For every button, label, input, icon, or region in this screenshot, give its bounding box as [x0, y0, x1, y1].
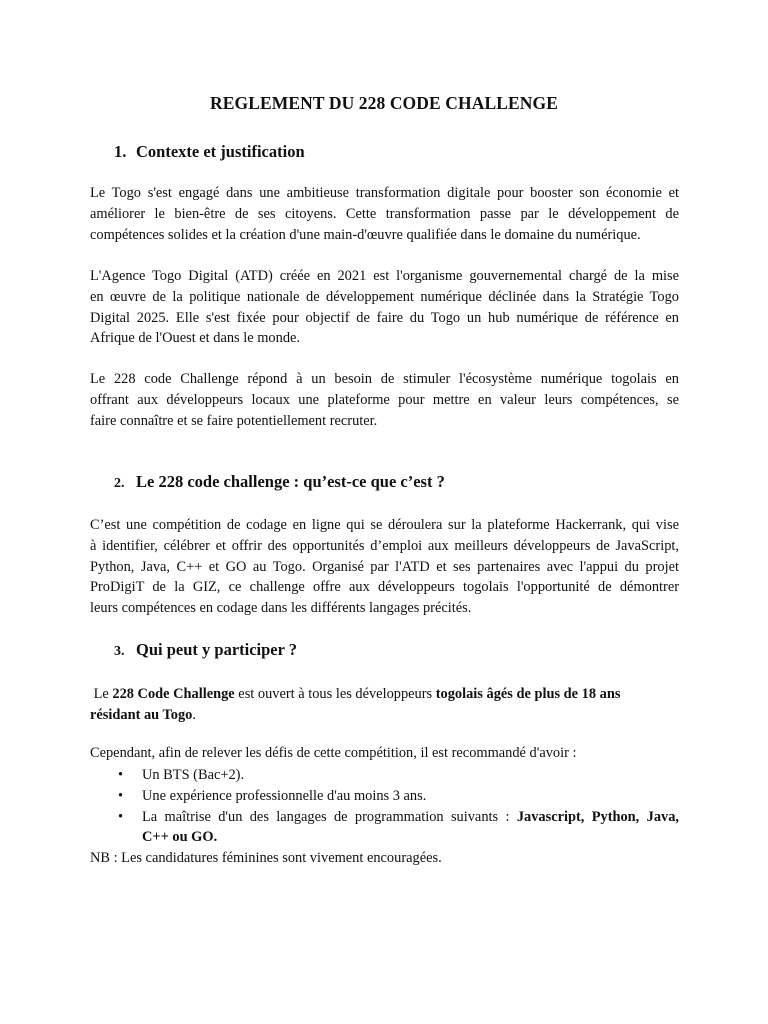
list-item — [90, 765, 679, 786]
bold-run: C++ ou GO. — [142, 829, 218, 846]
text-line: compétences solides et la création d'une main-d'œuvre qualifiée dans le domaine du numérique. — [90, 226, 641, 243]
text-line: C’est une compétition de codage en ligne qui se déroulera sur la plateforme Hackerrank, qui vise — [90, 517, 679, 533]
paragraph-eligibility — [90, 684, 679, 726]
text-run: . — [192, 706, 196, 723]
text-line: en œuvre de la politique nationale de développement numérique déclinée dans la Stratégie Togo — [90, 288, 679, 305]
text-line — [90, 684, 679, 705]
text-line: Cependant, afin de relever les défis de cette compétition, il est recommandé d'avoir : — [90, 745, 577, 761]
paragraph-what-is-it — [90, 515, 679, 619]
text-line: Le Togo s'est engagé dans une ambitieuse transformation digitale pour booster son économie et — [90, 185, 679, 201]
paragraph-challenge — [90, 369, 679, 431]
document-title: REGLEMENT DU 228 CODE CHALLENGE — [210, 93, 558, 113]
section-number: 3. — [114, 644, 125, 659]
text-run: est ouvert à tous les développeurs — [234, 686, 436, 702]
text-line: offrant aux développeurs locaux une plateforme pour mettre en valeur leurs compétences, se — [90, 391, 679, 408]
text-line: Afrique de l'Ouest et dans le monde. — [90, 330, 300, 347]
section-3-heading — [114, 640, 297, 660]
list-item-text: Un BTS (Bac+2). — [142, 767, 245, 783]
bullet-icon: • — [118, 808, 124, 825]
text-line: L'Agence Togo Digital (ATD) créée en 2021 est l'organisme gouvernemental chargé de la mise — [90, 268, 679, 284]
paragraph-recommend-intro — [90, 743, 679, 764]
bold-run: 228 Code Challenge — [112, 686, 235, 702]
section-2-heading — [114, 472, 445, 492]
text-line: à identifier, célébrer et offrir des opportunités d’emploi aux meilleurs développeurs de JavaScript, — [90, 537, 679, 554]
section-1-heading — [114, 142, 305, 162]
bullet-icon: • — [118, 767, 124, 783]
text-line: leurs compétences en codage dans les différents langages précités. — [90, 600, 472, 617]
text-line: faire connaître et se faire potentiellement recruter. — [90, 412, 378, 429]
bold-run: Javascript, Python, Java, — [516, 808, 680, 825]
paragraph-atd — [90, 266, 679, 349]
section-title: Le 228 code challenge : qu’est-ce que c’est ? — [136, 472, 445, 491]
list-item-text: Une expérience professionnelle d'au moins 3 ans. — [142, 787, 427, 804]
list-item — [90, 786, 679, 807]
paragraph-context — [90, 183, 679, 245]
text-line: Python, Java, C++ et GO au Togo. Organisé par l'ATD et ses partenaires avec l'appui du projet — [90, 558, 679, 575]
nb-note: NB : Les candidatures féminines sont vivement encouragées. — [90, 850, 442, 866]
bold-run: résidant au Togo — [90, 706, 193, 723]
text-line: Digital 2025. Elle s'est fixée pour objectif de faire du Togo un hub numérique de référence en — [90, 309, 679, 326]
text-line — [142, 807, 679, 828]
section-number: 2. — [114, 476, 125, 491]
list-item — [90, 807, 679, 849]
text-line: Le 228 code Challenge répond à un besoin de stimuler l'écosystème numérique togolais en — [90, 371, 679, 387]
text-line: améliorer le bien-être de ses citoyens. Cette transformation passe par le développement de — [90, 205, 679, 222]
section-number: 1. — [114, 142, 127, 161]
text-line — [90, 705, 679, 726]
bold-run: togolais âgés de plus de 18 ans — [435, 686, 621, 702]
text-line: ProDigiT de la GIZ, ce challenge offre aux développeurs togolais l'opportunité de démontrer — [90, 579, 679, 596]
bullet-icon: • — [118, 787, 124, 804]
text-run: La maîtrise d'un des langages de programmation suivants : — [142, 808, 517, 825]
requirements-list — [90, 765, 679, 848]
section-title: Contexte et justification — [136, 142, 305, 161]
section-title: Qui peut y participer ? — [136, 640, 298, 659]
text-line — [142, 827, 679, 848]
text-run: Le — [90, 686, 113, 702]
